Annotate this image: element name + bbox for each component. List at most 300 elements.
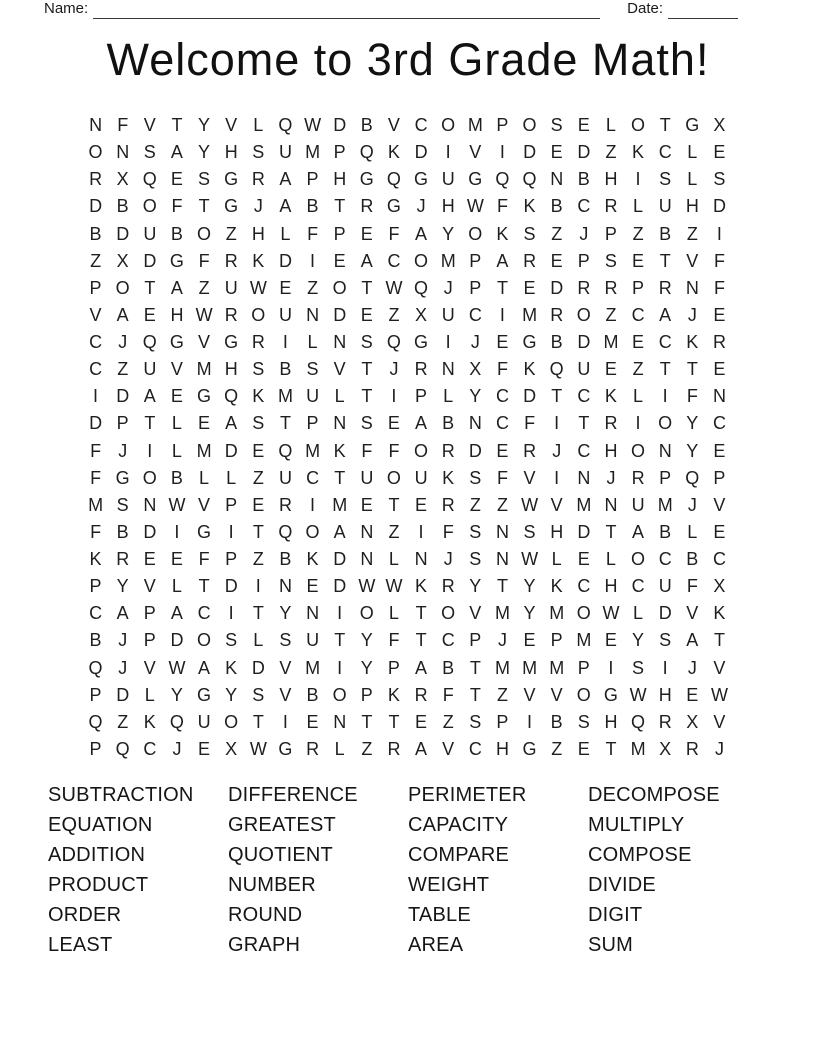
- grid-letter: N: [495, 521, 509, 542]
- grid-letter: O: [142, 467, 157, 488]
- grid-letter: E: [170, 386, 183, 407]
- grid-letter: J: [118, 332, 128, 353]
- grid-letter: S: [225, 630, 238, 651]
- grid-letter: V: [89, 304, 102, 325]
- grid-letter: Q: [631, 711, 646, 732]
- grid-letter: B: [442, 657, 455, 678]
- grid-letter: L: [551, 549, 562, 570]
- grid-letter: E: [632, 332, 645, 353]
- grid-letter: R: [89, 169, 103, 190]
- grid-letter: B: [279, 549, 292, 570]
- grid-letter: N: [414, 549, 428, 570]
- grid-letter: J: [714, 738, 724, 759]
- grid-letter: B: [306, 684, 319, 705]
- grid-letter: M: [603, 332, 619, 353]
- grid-letter: D: [170, 630, 184, 651]
- grid-letter: I: [554, 413, 560, 434]
- grid-letter: C: [631, 304, 645, 325]
- grid-letter: T: [659, 115, 671, 136]
- grid-letter: N: [333, 711, 347, 732]
- grid-letter: Z: [388, 521, 400, 542]
- grid-letter: O: [142, 196, 157, 217]
- grid-letter: S: [116, 494, 129, 515]
- grid-letter: S: [632, 657, 645, 678]
- grid-letter: X: [686, 711, 699, 732]
- grid-letter: F: [496, 196, 508, 217]
- grid-letter: T: [198, 196, 210, 217]
- grid-letter: R: [251, 332, 265, 353]
- grid-letter: I: [418, 521, 424, 542]
- grid-letter: E: [333, 250, 346, 271]
- grid-letter: E: [713, 142, 726, 163]
- grid-letter: M: [305, 142, 321, 163]
- grid-letter: J: [579, 223, 589, 244]
- grid-letter: R: [550, 304, 564, 325]
- grid-letter: I: [635, 169, 641, 190]
- grid-letter: O: [576, 603, 591, 624]
- grid-letter: J: [606, 467, 616, 488]
- grid-letter: Y: [360, 657, 373, 678]
- grid-letter: W: [466, 196, 484, 217]
- grid-letter: J: [389, 359, 399, 380]
- grid-letter: O: [251, 304, 266, 325]
- grid-letter: I: [662, 386, 668, 407]
- grid-letter: N: [658, 440, 672, 461]
- grid-letter: N: [550, 169, 564, 190]
- grid-letter: C: [631, 576, 645, 597]
- grid-letter: C: [658, 332, 672, 353]
- grid-letter: Z: [496, 494, 508, 515]
- word-list-item: TABLE: [408, 903, 471, 926]
- word-list-item: DECOMPOSE: [588, 784, 720, 806]
- grid-letter: R: [685, 738, 699, 759]
- grid-letter: S: [469, 711, 482, 732]
- grid-letter: A: [415, 223, 428, 244]
- grid-letter: W: [602, 603, 620, 624]
- grid-letter: T: [252, 603, 264, 624]
- grid-letter: H: [604, 711, 618, 732]
- grid-letter: L: [687, 521, 698, 542]
- grid-letter: C: [387, 250, 401, 271]
- grid-letter: R: [224, 304, 238, 325]
- grid-letter: S: [143, 142, 156, 163]
- grid-letter: M: [494, 603, 510, 624]
- grid-letter: Z: [117, 359, 129, 380]
- grid-letter: P: [659, 467, 672, 488]
- page-title: Welcome to 3rd Grade Math!: [106, 34, 710, 85]
- grid-letter: U: [143, 359, 157, 380]
- grid-letter: C: [306, 467, 320, 488]
- grid-letter: S: [469, 467, 482, 488]
- grid-letter: Q: [278, 440, 293, 461]
- grid-letter: D: [89, 196, 103, 217]
- grid-letter: F: [713, 277, 725, 298]
- grid-letter: V: [442, 738, 455, 759]
- grid-letter: S: [469, 549, 482, 570]
- grid-letter: T: [496, 277, 508, 298]
- grid-letter: O: [631, 440, 646, 461]
- grid-letter: T: [279, 413, 291, 434]
- grid-letter: D: [468, 440, 482, 461]
- grid-letter: O: [197, 223, 212, 244]
- grid-letter: I: [337, 657, 343, 678]
- grid-letter: N: [333, 413, 347, 434]
- grid-letter: D: [278, 250, 292, 271]
- grid-letter: E: [496, 332, 509, 353]
- grid-letter: Z: [252, 549, 264, 570]
- date-label: Date:: [627, 0, 663, 17]
- grid-letter: D: [577, 142, 591, 163]
- grid-letter: U: [360, 467, 374, 488]
- grid-letter: V: [279, 684, 292, 705]
- grid-letter: W: [168, 494, 186, 515]
- word-list-item: ROUND: [228, 903, 303, 926]
- grid-letter: G: [224, 169, 239, 190]
- grid-letter: M: [88, 494, 104, 515]
- word-list-item: QUOTIENT: [228, 843, 333, 866]
- grid-letter: U: [278, 467, 292, 488]
- grid-letter: C: [577, 386, 591, 407]
- grid-letter: J: [416, 196, 426, 217]
- grid-letter: A: [659, 304, 672, 325]
- grid-letter: K: [686, 332, 699, 353]
- grid-letter: V: [550, 684, 563, 705]
- grid-letter: P: [496, 115, 509, 136]
- grid-letter: E: [632, 250, 645, 271]
- grid-letter: D: [550, 277, 564, 298]
- grid-letter: Z: [388, 304, 400, 325]
- grid-letter: R: [278, 494, 292, 515]
- grid-letter: X: [116, 169, 129, 190]
- grid-letter: J: [470, 332, 480, 353]
- grid-letter: U: [441, 169, 455, 190]
- grid-letter: E: [415, 494, 428, 515]
- grid-letter: R: [712, 332, 726, 353]
- grid-letter: D: [143, 521, 157, 542]
- grid-letter: E: [198, 738, 211, 759]
- grid-letter: H: [441, 196, 455, 217]
- grid-letter: D: [333, 576, 347, 597]
- word-list-item: ORDER: [48, 903, 122, 926]
- grid-letter: R: [441, 576, 455, 597]
- grid-letter: L: [253, 630, 264, 651]
- grid-letter: S: [360, 413, 373, 434]
- grid-letter: K: [143, 711, 156, 732]
- grid-letter: D: [414, 142, 428, 163]
- grid-letter: F: [524, 413, 536, 434]
- grid-letter: L: [199, 467, 210, 488]
- grid-letter: O: [631, 549, 646, 570]
- grid-letter: E: [415, 711, 428, 732]
- grid-letter: F: [198, 250, 210, 271]
- grid-letter: Q: [224, 386, 239, 407]
- grid-letter: O: [332, 277, 347, 298]
- grid-letter: X: [659, 738, 672, 759]
- grid-letter: P: [469, 277, 482, 298]
- grid-letter: G: [197, 521, 212, 542]
- grid-letter: F: [496, 467, 508, 488]
- grid-letter: C: [143, 738, 157, 759]
- grid-letter: E: [360, 494, 373, 515]
- grid-letter: V: [170, 359, 183, 380]
- grid-letter: V: [686, 603, 699, 624]
- grid-letter: A: [170, 277, 183, 298]
- grid-letter: P: [89, 277, 102, 298]
- grid-letter: L: [171, 440, 182, 461]
- grid-letter: P: [632, 277, 645, 298]
- grid-letter: H: [604, 576, 618, 597]
- grid-letter: P: [577, 250, 590, 271]
- grid-letter: S: [252, 359, 265, 380]
- grid-letter: P: [604, 223, 617, 244]
- grid-letter: G: [169, 332, 184, 353]
- grid-letter: K: [523, 359, 536, 380]
- grid-letter: H: [224, 359, 238, 380]
- grid-letter: J: [687, 304, 697, 325]
- grid-letter: H: [604, 169, 618, 190]
- grid-letter: I: [499, 142, 505, 163]
- grid-letter: V: [279, 657, 292, 678]
- grid-letter: S: [360, 332, 373, 353]
- grid-letter: G: [386, 196, 401, 217]
- grid-letter: B: [116, 196, 129, 217]
- grid-letter: D: [333, 115, 347, 136]
- grid-letter: E: [550, 250, 563, 271]
- grid-letter: D: [523, 386, 537, 407]
- grid-letter: O: [631, 115, 646, 136]
- word-list-column-3: [408, 781, 588, 960]
- word-search-grid: [82, 112, 733, 763]
- grid-letter: U: [631, 494, 645, 515]
- grid-letter: F: [388, 630, 400, 651]
- grid-letter: S: [252, 413, 265, 434]
- grid-letter: W: [385, 576, 403, 597]
- grid-letter: R: [224, 250, 238, 271]
- grid-letter: E: [713, 440, 726, 461]
- grid-letter: T: [144, 413, 156, 434]
- grid-letter: Z: [551, 738, 563, 759]
- grid-letter: X: [713, 115, 726, 136]
- grid-letter: U: [441, 304, 455, 325]
- grid-letter: F: [442, 684, 454, 705]
- word-list-item: LEAST: [48, 933, 113, 956]
- grid-letter: X: [713, 576, 726, 597]
- grid-letter: C: [658, 549, 672, 570]
- grid-letter: C: [495, 386, 509, 407]
- grid-letter: T: [252, 521, 264, 542]
- grid-letter: C: [414, 115, 428, 136]
- grid-letter: A: [632, 521, 645, 542]
- grid-letter: Z: [632, 223, 644, 244]
- grid-letter: E: [306, 576, 319, 597]
- grid-letter: M: [549, 603, 565, 624]
- grid-letter: N: [468, 413, 482, 434]
- grid-letter: V: [523, 684, 536, 705]
- grid-letter: E: [170, 549, 183, 570]
- grid-letter: B: [659, 521, 672, 542]
- grid-letter: T: [361, 386, 373, 407]
- grid-letter: Y: [469, 386, 482, 407]
- grid-letter: R: [523, 440, 537, 461]
- grid-letter: R: [360, 196, 374, 217]
- word-list-item: EQUATION: [48, 813, 153, 836]
- grid-letter: E: [170, 169, 183, 190]
- grid-letter: U: [658, 196, 672, 217]
- word-list-item: PERIMETER: [408, 784, 527, 806]
- grid-letter: A: [415, 657, 428, 678]
- grid-letter: K: [523, 196, 536, 217]
- grid-letter: M: [522, 304, 538, 325]
- grid-letter: W: [385, 277, 403, 298]
- grid-letter: O: [576, 684, 591, 705]
- grid-letter: P: [415, 386, 428, 407]
- grid-letter: K: [550, 576, 563, 597]
- grid-letter: R: [604, 413, 618, 434]
- grid-letter: I: [310, 494, 316, 515]
- grid-letter: A: [496, 250, 509, 271]
- grid-letter: V: [713, 657, 726, 678]
- grid-letter: B: [360, 115, 373, 136]
- grid-letter: L: [334, 386, 345, 407]
- grid-letter: C: [89, 332, 103, 353]
- grid-letter: T: [144, 277, 156, 298]
- name-date-header: [44, 0, 738, 19]
- word-list-item: NUMBER: [228, 873, 316, 896]
- grid-letter: T: [334, 630, 346, 651]
- grid-letter: B: [116, 521, 129, 542]
- grid-letter: T: [415, 630, 427, 651]
- grid-letter: B: [686, 549, 699, 570]
- grid-letter: K: [713, 603, 726, 624]
- grid-letter: T: [198, 576, 210, 597]
- grid-letter: J: [687, 494, 697, 515]
- grid-letter: Q: [169, 711, 184, 732]
- grid-letter: D: [224, 440, 238, 461]
- grid-letter: P: [496, 711, 509, 732]
- grid-letter: I: [310, 250, 316, 271]
- grid-letter: H: [495, 738, 509, 759]
- grid-letter: S: [279, 630, 292, 651]
- grid-letter: B: [442, 413, 455, 434]
- grid-letter: P: [225, 494, 238, 515]
- grid-letter: M: [305, 440, 321, 461]
- grid-letter: W: [195, 304, 213, 325]
- grid-letter: N: [712, 386, 726, 407]
- grid-letter: Y: [225, 684, 238, 705]
- grid-letter: V: [469, 142, 482, 163]
- grid-letter: B: [89, 630, 102, 651]
- grid-letter: R: [306, 738, 320, 759]
- grid-letter: E: [577, 549, 590, 570]
- grid-letter: I: [228, 603, 234, 624]
- grid-letter: Y: [198, 115, 211, 136]
- grid-letter: M: [467, 115, 483, 136]
- grid-letter: G: [224, 332, 239, 353]
- grid-letter: N: [577, 467, 591, 488]
- grid-letter: N: [685, 277, 699, 298]
- grid-letter: Q: [142, 169, 157, 190]
- grid-letter: Y: [170, 684, 183, 705]
- grid-letter: E: [387, 413, 400, 434]
- grid-letter: S: [469, 521, 482, 542]
- grid-letter: B: [170, 467, 183, 488]
- grid-letter: Q: [386, 332, 401, 353]
- grid-letter: A: [116, 304, 129, 325]
- grid-letter: T: [361, 277, 373, 298]
- grid-letter: F: [361, 440, 373, 461]
- grid-letter: S: [306, 359, 319, 380]
- grid-letter: U: [306, 386, 320, 407]
- grid-letter: O: [359, 603, 374, 624]
- grid-letter: W: [358, 576, 376, 597]
- grid-letter: T: [252, 711, 264, 732]
- grid-letter: E: [143, 549, 156, 570]
- grid-letter: L: [171, 576, 182, 597]
- grid-letter: E: [604, 630, 617, 651]
- grid-letter: C: [441, 630, 455, 651]
- grid-letter: V: [713, 494, 726, 515]
- date-blank-line: [668, 4, 738, 19]
- grid-letter: K: [442, 467, 455, 488]
- grid-letter: N: [604, 494, 618, 515]
- grid-letter: G: [468, 169, 483, 190]
- grid-letter: B: [279, 359, 292, 380]
- grid-letter: O: [115, 277, 130, 298]
- grid-letter: O: [441, 115, 456, 136]
- grid-letter: R: [604, 196, 618, 217]
- word-list-item: COMPOSE: [588, 843, 692, 866]
- word-list-column-4: [588, 781, 768, 960]
- grid-letter: W: [629, 684, 647, 705]
- grid-letter: G: [414, 332, 429, 353]
- grid-letter: E: [198, 413, 211, 434]
- grid-letter: P: [306, 413, 319, 434]
- grid-letter: U: [577, 359, 591, 380]
- grid-letter: Y: [686, 440, 699, 461]
- grid-letter: M: [440, 250, 456, 271]
- grid-letter: C: [658, 142, 672, 163]
- grid-letter: U: [143, 223, 157, 244]
- grid-letter: J: [172, 738, 182, 759]
- grid-letter: B: [550, 711, 563, 732]
- grid-letter: N: [306, 603, 320, 624]
- grid-letter: V: [333, 359, 346, 380]
- grid-letter: R: [658, 277, 672, 298]
- grid-letter: F: [198, 549, 210, 570]
- word-list-item: GRAPH: [228, 933, 301, 956]
- grid-letter: S: [604, 250, 617, 271]
- grid-letter: G: [414, 169, 429, 190]
- grid-letter: O: [386, 467, 401, 488]
- grid-letter: S: [577, 711, 590, 732]
- grid-letter: D: [333, 549, 347, 570]
- grid-letter: W: [249, 277, 267, 298]
- grid-letter: A: [170, 142, 183, 163]
- grid-letter: O: [88, 142, 103, 163]
- grid-letter: T: [659, 359, 671, 380]
- grid-letter: P: [306, 169, 319, 190]
- grid-letter: N: [441, 359, 455, 380]
- grid-letter: D: [116, 386, 130, 407]
- grid-letter: W: [710, 684, 728, 705]
- grid-letter: Z: [252, 467, 264, 488]
- grid-letter: Z: [225, 223, 237, 244]
- grid-letter: L: [443, 386, 454, 407]
- grid-letter: Q: [88, 657, 103, 678]
- grid-letter: A: [415, 413, 428, 434]
- grid-letter: Y: [198, 142, 211, 163]
- grid-letter: D: [577, 332, 591, 353]
